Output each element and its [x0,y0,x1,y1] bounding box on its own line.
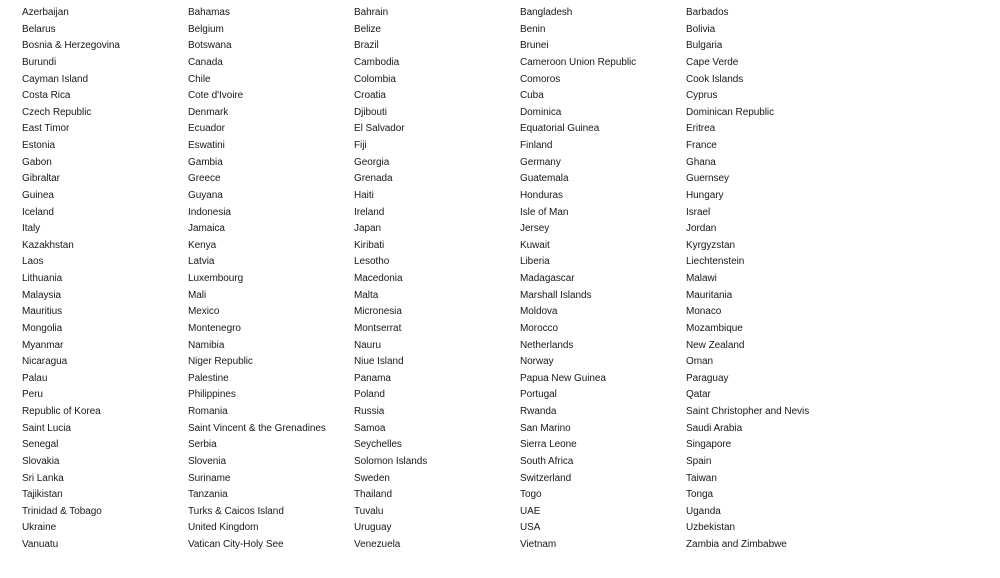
country-link[interactable]: Oman [686,356,714,368]
country-link[interactable]: San Marino [520,422,571,434]
country-link[interactable]: Spain [686,455,712,467]
country-link[interactable]: Ukraine [22,522,57,534]
country-link[interactable]: Eritrea [686,123,716,135]
country-link[interactable]: Mongolia [22,322,63,334]
country-link[interactable]: Nauru [354,339,381,351]
country-link[interactable]: Taiwan [686,472,717,484]
country-link[interactable]: Czech Republic [22,106,92,118]
country-link[interactable]: Solomon Islands [354,455,428,467]
country-link[interactable]: Bahamas [188,7,230,18]
country-link[interactable]: Burundi [22,56,57,68]
country-link[interactable]: South Africa [520,455,574,467]
country-link[interactable]: Zambia and Zimbabwe [686,539,787,550]
country-link[interactable]: Sweden [354,472,390,484]
country-link[interactable]: Kazakhstan [22,239,74,251]
country-link[interactable]: Eswatini [188,140,225,151]
country-link[interactable]: Belize [354,23,381,35]
country-link[interactable]: Liechtenstein [686,256,745,268]
country-link[interactable]: Vanuatu [22,539,59,550]
country-link[interactable]: Malta [354,289,379,301]
country-link[interactable]: Romania [188,406,228,417]
country-link[interactable]: Lesotho [354,256,390,268]
country-link[interactable]: Panama [354,372,391,384]
country-link[interactable]: Fiji [354,140,367,151]
country-link[interactable]: Tanzania [188,489,228,501]
country-link[interactable]: Haiti [354,189,374,201]
country-link[interactable]: Portugal [520,389,557,401]
country-link[interactable]: Mauritius [22,306,63,318]
country-link[interactable]: Azerbaijan [22,7,69,18]
country-link[interactable]: Djibouti [354,106,387,118]
country-link[interactable]: Cook Islands [686,73,744,85]
country-link[interactable]: Brunei [520,40,549,52]
country-link[interactable]: Ghana [686,156,716,168]
country-link[interactable]: Liberia [520,256,550,268]
country-link[interactable]: Croatia [354,90,386,102]
country-link[interactable]: France [686,140,717,151]
country-link[interactable]: Cote d'Ivoire [188,90,244,102]
country-link[interactable]: Isle of Man [520,206,569,218]
country-link[interactable]: Guernsey [686,173,729,185]
country-link[interactable]: Macedonia [354,273,403,284]
country-link[interactable]: Vatican City-Holy See [188,539,284,550]
country-link[interactable]: Belarus [22,23,56,35]
country-link[interactable]: Micronesia [354,306,402,318]
country-link[interactable]: Kiribati [354,239,385,251]
country-link[interactable]: Tajikistan [22,489,63,501]
country-link[interactable]: Samoa [354,422,386,434]
country-link[interactable]: Hungary [686,189,724,201]
country-link[interactable]: Barbados [686,7,729,18]
country-link[interactable]: Saint Lucia [22,422,71,434]
country-link[interactable]: Jordan [686,223,717,235]
country-link[interactable]: Nicaragua [22,356,68,368]
country-link[interactable]: Trinidad & Tobago [22,505,102,517]
country-link[interactable]: Iceland [22,206,54,218]
country-link[interactable]: Japan [354,223,381,235]
country-link[interactable]: Dominican Republic [686,106,775,118]
country-link[interactable]: El Salvador [354,123,405,135]
country-link[interactable]: Cape Verde [686,56,739,68]
country-link[interactable]: Mozambique [686,322,743,334]
country-link[interactable]: Bosnia & Herzegovina [22,40,120,52]
country-link[interactable]: UAE [520,505,541,517]
country-link[interactable]: Canada [188,56,223,68]
country-link[interactable]: Guatemala [520,173,569,185]
country-link[interactable]: Palestine [188,372,229,384]
country-link[interactable]: Indonesia [188,206,231,218]
country-link[interactable]: Malaysia [22,289,62,301]
country-link[interactable]: Chile [188,73,211,85]
country-link[interactable]: Uzbekistan [686,522,735,534]
country-link[interactable]: Luxembourg [188,273,244,284]
country-link[interactable]: Uganda [686,505,721,517]
country-link[interactable]: Mali [188,289,207,301]
country-link[interactable]: United Kingdom [188,522,259,534]
country-link[interactable]: Guyana [188,189,223,201]
country-link[interactable]: Serbia [188,439,217,451]
country-link[interactable]: Venezuela [354,539,401,550]
country-link[interactable]: Israel [686,206,711,218]
country-link[interactable]: Moldova [520,306,558,318]
country-link[interactable]: New Zealand [686,339,745,351]
country-link[interactable]: Gambia [188,156,223,168]
country-link[interactable]: Netherlands [520,339,574,351]
country-link[interactable]: Botswana [188,40,232,52]
country-link[interactable]: Norway [520,356,554,368]
country-link[interactable]: Brazil [354,40,379,52]
country-link[interactable]: Senegal [22,439,59,451]
country-link[interactable]: Mauritania [686,289,733,301]
country-link[interactable]: Saint Christopher and Nevis [686,406,810,417]
country-link[interactable]: Myanmar [22,339,64,351]
country-link[interactable]: Cayman Island [22,73,89,85]
country-link[interactable]: Palau [22,372,48,384]
country-link[interactable]: Poland [354,389,385,401]
country-link[interactable]: Seychelles [354,439,402,451]
country-link[interactable]: Kuwait [520,239,550,251]
country-link[interactable]: Qatar [686,389,711,401]
country-link[interactable]: Sri Lanka [22,472,64,484]
country-link[interactable]: Russia [354,406,385,417]
country-link[interactable]: Germany [520,156,561,168]
country-link[interactable]: Cyprus [686,90,718,102]
country-link[interactable]: Bolivia [686,23,716,35]
country-link[interactable]: Tonga [686,489,713,501]
country-link[interactable]: USA [520,522,541,534]
country-link[interactable]: Cambodia [354,56,400,68]
country-link[interactable]: Jersey [520,223,550,235]
country-link[interactable]: Republic of Korea [22,406,101,417]
country-link[interactable]: Finland [520,140,553,151]
country-link[interactable]: Marshall Islands [520,289,592,301]
country-link[interactable]: Peru [22,389,43,401]
country-link[interactable]: Estonia [22,140,56,151]
country-link[interactable]: Lithuania [22,273,63,284]
country-link[interactable]: Benin [520,23,546,35]
country-link[interactable]: Belgium [188,23,224,35]
country-link[interactable]: Slovenia [188,455,226,467]
country-link[interactable]: Latvia [188,256,215,268]
country-link[interactable]: Montenegro [188,322,241,334]
country-link[interactable]: Rwanda [520,406,557,417]
country-link[interactable]: Bangladesh [520,7,573,18]
country-link[interactable]: Gibraltar [22,173,60,185]
country-link[interactable]: Georgia [354,156,390,168]
country-link[interactable]: Jamaica [188,223,225,235]
country-link[interactable]: Laos [22,256,44,268]
country-link[interactable]: Dominica [520,106,562,118]
country-link[interactable]: Namibia [188,339,225,351]
country-link[interactable]: Singapore [686,439,732,451]
country-link[interactable]: Equatorial Guinea [520,123,600,135]
country-link[interactable]: Bulgaria [686,40,723,52]
country-link[interactable]: Niue Island [354,356,404,368]
country-link[interactable]: Tuvalu [354,505,384,517]
country-link[interactable]: Guinea [22,189,54,201]
country-link[interactable]: Honduras [520,189,563,201]
country-link[interactable]: Ireland [354,206,385,218]
country-link[interactable]: Vietnam [520,539,557,550]
country-link[interactable]: Kyrgyzstan [686,239,735,251]
country-link[interactable]: Togo [520,489,542,501]
country-link[interactable]: Colombia [354,73,396,85]
country-link[interactable]: Costa Rica [22,90,71,102]
country-link[interactable]: Uruguay [354,522,392,534]
country-link[interactable]: Papua New Guinea [520,372,606,384]
country-link[interactable]: Paraguay [686,372,729,384]
country-link[interactable]: Thailand [354,489,392,501]
country-link[interactable]: Bahrain [354,7,389,18]
country-link[interactable]: Greece [188,173,221,185]
country-link[interactable]: Denmark [188,106,229,118]
country-link[interactable]: Turks & Caicos Island [188,505,284,517]
country-link[interactable]: Kenya [188,239,217,251]
country-link[interactable]: Morocco [520,322,558,334]
country-link[interactable]: Philippines [188,389,236,401]
country-link[interactable]: Monaco [686,306,722,318]
country-link[interactable]: Gabon [22,156,52,168]
country-link[interactable]: Cameroon Union Republic [520,56,637,68]
country-link[interactable]: Montserrat [354,322,402,334]
country-link[interactable]: Grenada [354,173,393,185]
country-link[interactable]: Madagascar [520,273,575,284]
country-link[interactable]: East Timor [22,123,70,135]
country-link[interactable]: Malawi [686,273,717,284]
country-list [22,5,852,554]
country-link[interactable]: Italy [22,223,41,235]
country-link[interactable]: Switzerland [520,472,572,484]
country-link[interactable]: Comoros [520,73,561,85]
country-link[interactable]: Mexico [188,306,220,318]
country-link[interactable]: Suriname [188,472,231,484]
country-link[interactable]: Ecuador [188,123,225,135]
country-link[interactable]: Sierra Leone [520,439,577,451]
country-link[interactable]: Saint Vincent & the Grenadines [188,422,326,434]
country-link[interactable]: Saudi Arabia [686,422,743,434]
country-link[interactable]: Slovakia [22,455,60,467]
country-link[interactable]: Niger Republic [188,356,253,368]
country-link[interactable]: Cuba [520,90,544,102]
